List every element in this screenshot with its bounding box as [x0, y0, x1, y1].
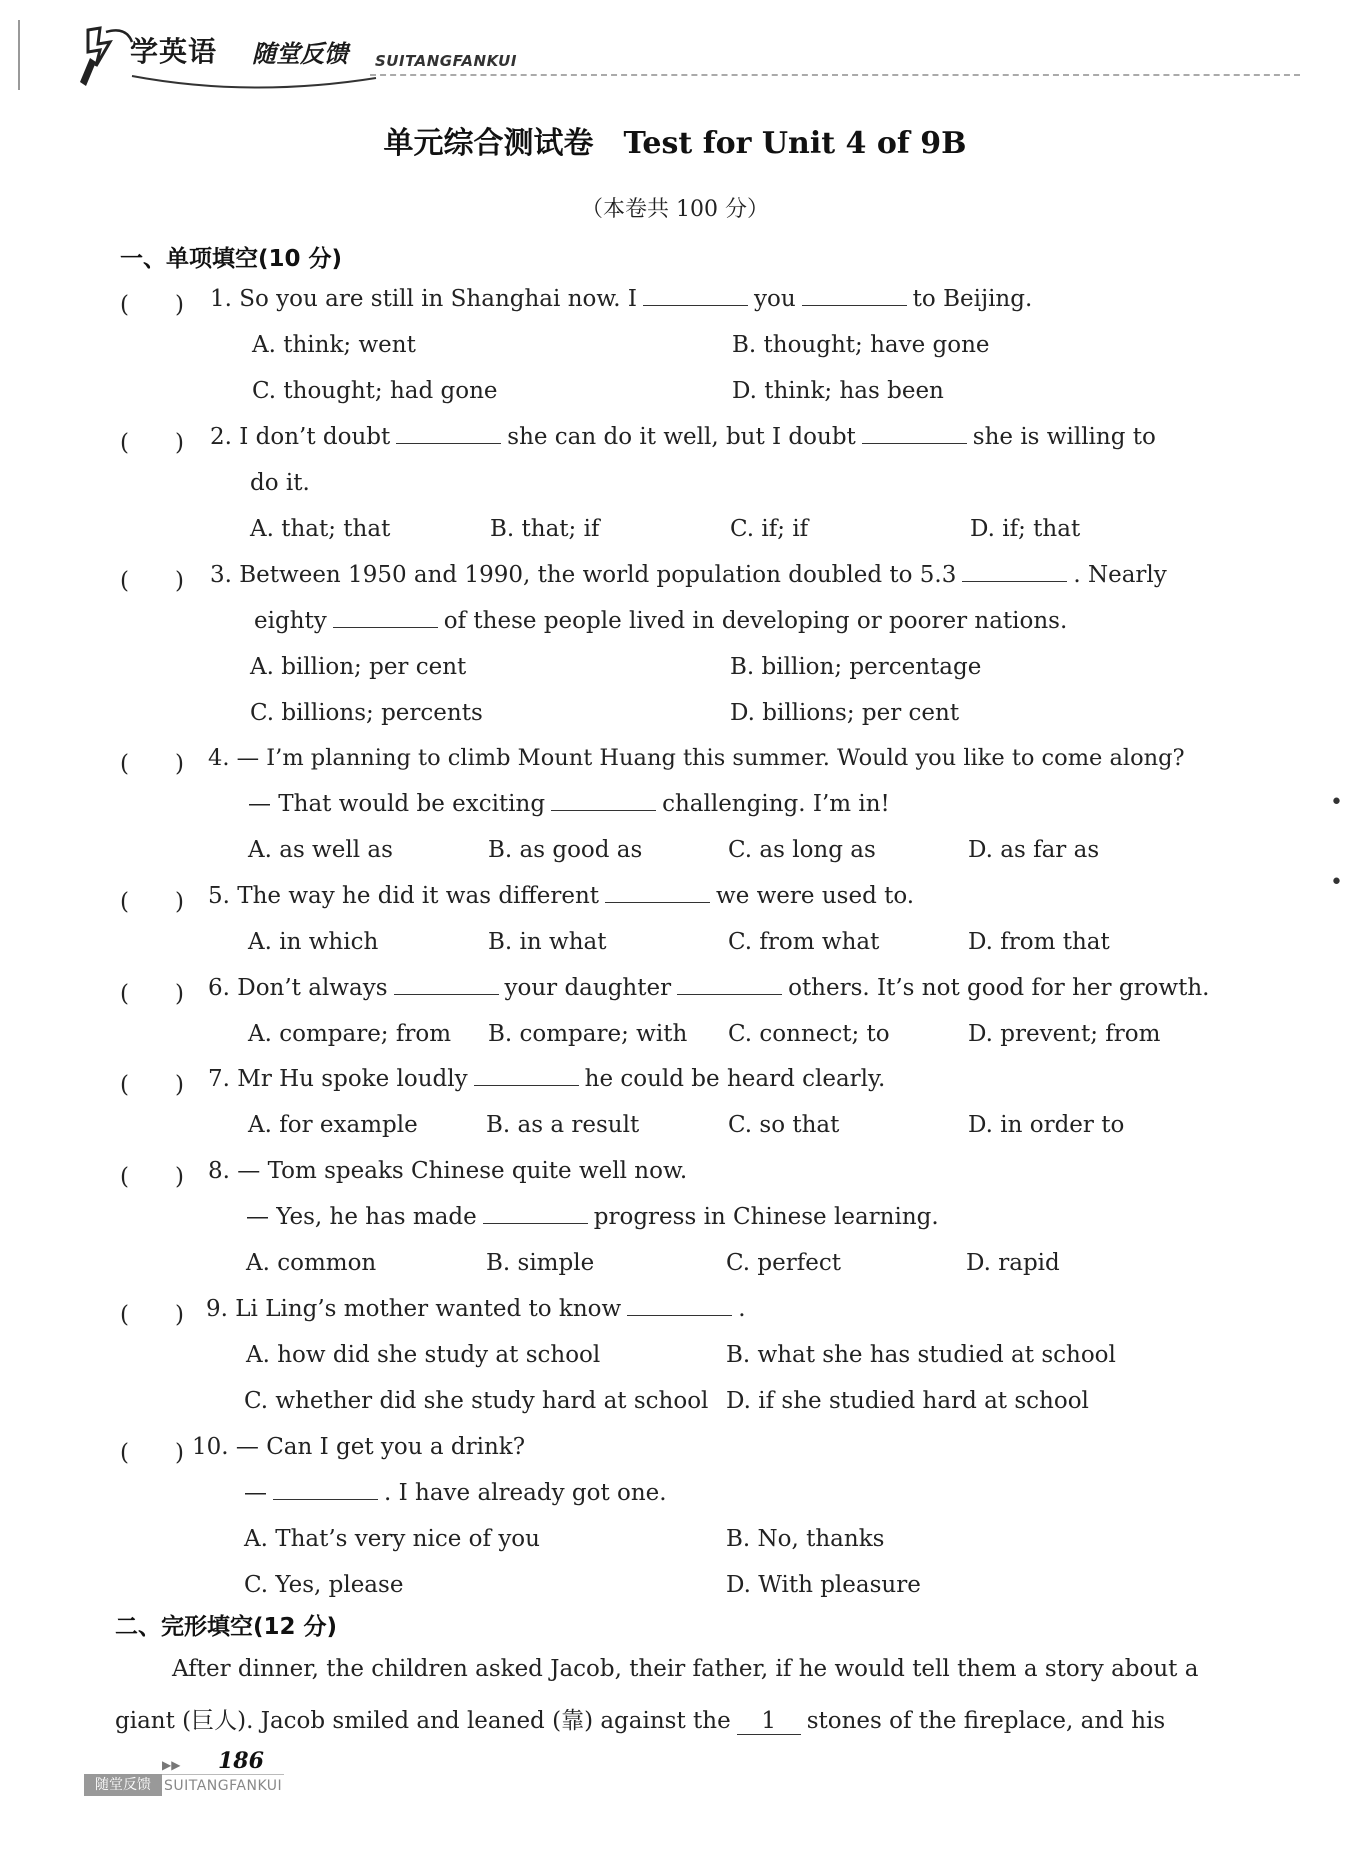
brand-title: 学英语: [130, 35, 218, 68]
stem-text: progress in Chinese learning.: [593, 1204, 939, 1230]
stem-text: .: [738, 1296, 746, 1322]
option-d[interactable]: D. in order to: [968, 1112, 1125, 1138]
brand-subtitle: 随堂反馈: [252, 40, 348, 68]
stem-text: — I’m planning to climb Mount Huang this summer. Would you like to come along?: [236, 745, 1185, 771]
answer-blank[interactable]: [273, 1482, 378, 1500]
question-stem: [208, 975, 1209, 1001]
answer-blank[interactable]: [862, 426, 967, 444]
stem-text: . Nearly: [1073, 562, 1167, 588]
stem-text: he could be heard clearly.: [584, 1066, 886, 1092]
option-c[interactable]: C. billions; percents: [250, 700, 483, 726]
option-d[interactable]: D. if; that: [970, 516, 1081, 542]
option-a[interactable]: A. think; went: [252, 332, 416, 358]
question-stem: [208, 883, 914, 909]
question-stem: [206, 1296, 746, 1322]
header-arc-decoration: [130, 72, 380, 94]
stem-text: to Beijing.: [912, 286, 1033, 312]
cloze-blank[interactable]: 1: [737, 1708, 801, 1735]
option-a[interactable]: A. in which: [248, 929, 379, 955]
option-d[interactable]: D. as far as: [968, 837, 1100, 863]
question-number: 4.: [208, 745, 230, 771]
answer-bracket[interactable]: ( ): [120, 1302, 184, 1328]
option-d[interactable]: D. rapid: [966, 1250, 1060, 1276]
stem-text: Don’t always: [237, 975, 388, 1001]
answer-blank[interactable]: [962, 564, 1067, 582]
option-d[interactable]: D. think; has been: [732, 378, 944, 404]
stem-text: — Can I get you a drink?: [235, 1434, 526, 1460]
option-b[interactable]: B. billion; percentage: [730, 654, 982, 680]
answer-bracket[interactable]: ( ): [120, 430, 184, 456]
question-stem: [192, 1434, 525, 1460]
cloze-text: giant (巨人). Jacob smiled and leaned (靠) against the: [115, 1708, 731, 1734]
stem-text: Between 1950 and 1990, the world population doubled to 5.3: [239, 562, 957, 588]
option-a[interactable]: A. common: [246, 1250, 377, 1276]
option-d[interactable]: D. prevent; from: [968, 1021, 1161, 1047]
answer-blank[interactable]: [394, 977, 499, 995]
cloze-text: stones of the fireplace, and his: [806, 1708, 1166, 1734]
question-number: 1.: [210, 286, 232, 312]
option-a[interactable]: A. billion; per cent: [250, 654, 467, 680]
page-header: [70, 22, 1300, 92]
option-b[interactable]: B. as good as: [488, 837, 643, 863]
option-d[interactable]: D. With pleasure: [726, 1572, 921, 1598]
stem-text: we were used to.: [716, 883, 915, 909]
question-continuation: do it.: [250, 470, 310, 496]
question-stem: [208, 1066, 885, 1092]
option-b[interactable]: B. thought; have gone: [732, 332, 990, 358]
question-stem: [208, 745, 1185, 771]
option-a[interactable]: A. compare; from: [248, 1021, 452, 1047]
margin-rule: [18, 20, 20, 90]
question-number: 10.: [192, 1434, 229, 1460]
answer-blank[interactable]: [483, 1206, 588, 1224]
stem-text: So you are still in Shanghai now. I: [239, 286, 638, 312]
footer-badge: 随堂反馈: [84, 1774, 162, 1796]
question-number: 5.: [208, 883, 230, 909]
question-stem: [210, 424, 1156, 450]
option-c[interactable]: C. connect; to: [728, 1021, 890, 1047]
cloze-paragraph-line: [115, 1702, 1235, 1735]
question-stem: [208, 1158, 687, 1184]
stem-text: — Yes, he has made: [246, 1204, 477, 1230]
answer-blank[interactable]: [551, 793, 656, 811]
page-arrow-icon: ▶▶: [162, 1758, 181, 1772]
answer-bracket[interactable]: ( ): [120, 981, 184, 1007]
stem-text: I don’t doubt: [239, 424, 391, 450]
option-a[interactable]: A. as well as: [248, 837, 393, 863]
answer-blank[interactable]: [333, 610, 438, 628]
stem-text: of these people lived in developing or poorer nations.: [443, 608, 1068, 634]
option-c[interactable]: C. if; if: [730, 516, 809, 542]
option-b[interactable]: B. compare; with: [488, 1021, 688, 1047]
page-title: 单元综合测试卷 Test for Unit 4 of 9B: [383, 126, 967, 161]
answer-bracket[interactable]: ( ): [120, 1440, 184, 1466]
option-c[interactable]: C. from what: [728, 929, 880, 955]
option-c[interactable]: C. whether did she study hard at school: [244, 1388, 709, 1414]
answer-bracket[interactable]: ( ): [120, 292, 184, 318]
stem-text: eighty: [254, 608, 327, 634]
stem-text: she is willing to: [972, 424, 1156, 450]
option-d[interactable]: D. billions; per cent: [730, 700, 960, 726]
stem-text: your daughter: [504, 975, 672, 1001]
question-number: 2.: [210, 424, 232, 450]
option-c[interactable]: C. as long as: [728, 837, 876, 863]
option-c[interactable]: C. perfect: [726, 1250, 841, 1276]
section-heading-cloze: 二、完形填空(12 分): [115, 1614, 338, 1640]
margin-mark: •: [1330, 790, 1343, 815]
question-number: 6.: [208, 975, 230, 1001]
question-continuation: [244, 1480, 667, 1506]
stem-text: she can do it well, but I doubt: [507, 424, 856, 450]
answer-blank[interactable]: [396, 426, 501, 444]
section-heading-single-choice: 一、单项填空(10 分): [120, 246, 343, 272]
option-d[interactable]: D. from that: [968, 929, 1110, 955]
option-b[interactable]: B. what she has studied at school: [726, 1342, 1116, 1368]
option-a[interactable]: A. how did she study at school: [246, 1342, 601, 1368]
score-note: （本卷共 100 分）: [581, 197, 769, 222]
option-c[interactable]: C. Yes, please: [244, 1572, 404, 1598]
option-a[interactable]: A. for example: [248, 1112, 418, 1138]
option-b[interactable]: B. as a result: [486, 1112, 640, 1138]
cloze-paragraph-line: After dinner, the children asked Jacob, their father, if he would tell them a story about a: [172, 1656, 1199, 1682]
answer-bracket[interactable]: ( ): [120, 568, 184, 594]
answer-blank[interactable]: [643, 288, 748, 306]
option-a[interactable]: A. That’s very nice of you: [244, 1526, 540, 1552]
stem-text: — That would be exciting: [248, 791, 546, 817]
option-c[interactable]: C. so that: [728, 1112, 840, 1138]
header-dashed-rule: [370, 74, 1300, 76]
footer-latin: SUITANGFANKUI: [164, 1778, 283, 1794]
answer-bracket[interactable]: ( ): [120, 889, 184, 915]
stem-text: — Tom speaks Chinese quite well now.: [237, 1158, 688, 1184]
answer-blank[interactable]: [802, 288, 907, 306]
question-continuation: [248, 791, 890, 817]
answer-blank[interactable]: [605, 885, 710, 903]
stem-text: you: [754, 286, 796, 312]
question-stem: [210, 286, 1032, 312]
stem-text: . I have already got one.: [384, 1480, 667, 1506]
question-number: 3.: [210, 562, 232, 588]
option-b[interactable]: B. No, thanks: [726, 1526, 885, 1552]
option-b[interactable]: B. simple: [486, 1250, 595, 1276]
answer-bracket[interactable]: ( ): [120, 1072, 184, 1098]
question-continuation: [254, 608, 1067, 634]
stem-text: Li Ling’s mother wanted to know: [235, 1296, 622, 1322]
question-number: 8.: [208, 1158, 230, 1184]
question-number: 9.: [206, 1296, 228, 1322]
question-number: 7.: [208, 1066, 230, 1092]
question-stem: [210, 562, 1167, 588]
question-continuation: [246, 1204, 939, 1230]
page-number: 186: [218, 1748, 264, 1774]
answer-blank[interactable]: [627, 1298, 732, 1316]
option-b[interactable]: B. that; if: [490, 516, 600, 542]
stem-text: others. It’s not good for her growth.: [788, 975, 1210, 1001]
brand-latin: SUITANGFANKUI: [375, 52, 517, 70]
option-d[interactable]: D. if she studied hard at school: [726, 1388, 1089, 1414]
margin-mark: •: [1330, 870, 1343, 895]
answer-blank[interactable]: [677, 977, 782, 995]
stem-text: —: [244, 1480, 267, 1506]
answer-bracket[interactable]: ( ): [120, 1164, 184, 1190]
stem-text: challenging. I’m in!: [662, 791, 890, 817]
option-b[interactable]: B. in what: [488, 929, 607, 955]
option-a[interactable]: A. that; that: [250, 516, 391, 542]
option-c[interactable]: C. thought; had gone: [252, 378, 498, 404]
answer-bracket[interactable]: ( ): [120, 751, 184, 777]
stem-text: The way he did it was different: [237, 883, 600, 909]
answer-blank[interactable]: [474, 1068, 579, 1086]
stem-text: Mr Hu spoke loudly: [237, 1066, 468, 1092]
